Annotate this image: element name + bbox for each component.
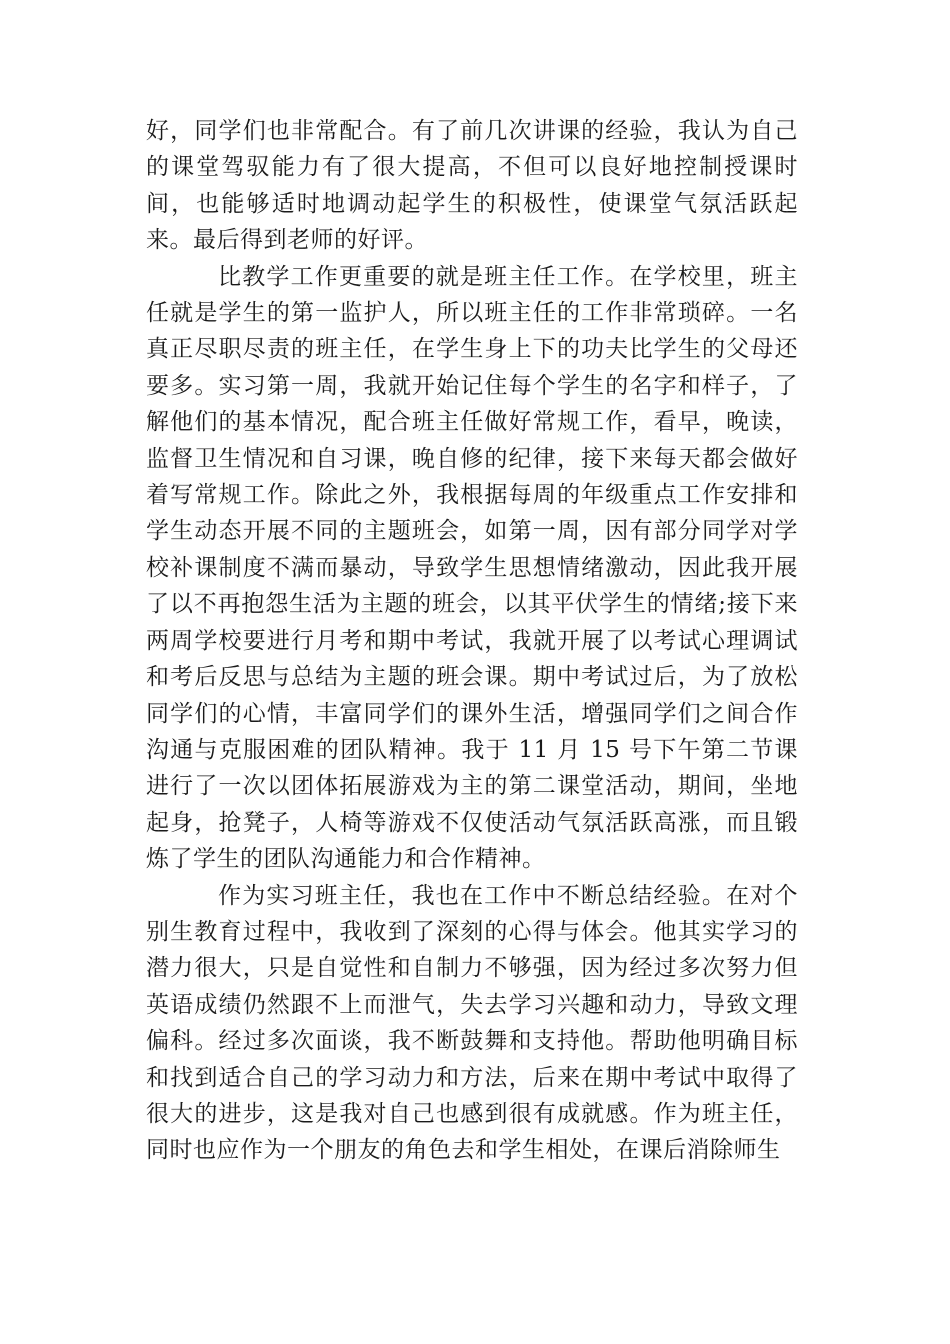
- document-body: [146, 113, 798, 1169]
- paragraph-teaching-continuation: 好，同学们也非常配合。有了前几次讲课的经验，我认为自己的课堂驾驭能力有了很大提高，不但可以良好地控制授课时间，也能够适时地调动起学生的积极性，使课堂气氛活跃起来。最后得到老师的好评。: [146, 118, 798, 254]
- paragraph-experience-summary: 作为实习班主任，我也在工作中不断总结经验。在对个别生教育过程中，我收到了深刻的心得与体会。他其实学习的潜力很大，只是自觉性和自制力不够强，因为经过多次努力但英语成绩仍然跟不上而泄气，失去学习兴趣和动力，导致文理偏科。经过多次面谈，我不断鼓舞和支持他。帮助他明确目标和找到适合自己的学习动力和方法，后来在期中考试中取得了很大的进步，这是我对自己也感到很有成就感。作为班主任，同时也应作为一个朋友的角色去和学生相处，在课后消除师生: [146, 882, 798, 1164]
- paragraph-head-teacher-work: 比教学工作更重要的就是班主任工作。在学校里，班主任就是学生的第一监护人，所以班主任的工作非常琐碎。一名真正尽职尽责的班主任，在学生身上下的功夫比学生的父母还要多。实习第一周，我就开始记住每个学生的名字和样子，了解他们的基本情况，配合班主任做好常规工作，看早，晚读，监督卫生情况和自习课，晚自修的纪律，接下来每天都会做好着写常规工作。除此之外，我根据每周的年级重点工作安排和学生动态开展不同的主题班会，如第一周，因有部分同学对学校补课制度不满而暴动，导致学生思想情绪激动，因此我开展了以不再抱怨生活为主题的班会，以其平伏学生的情绪;接下来两周学校要进行月考和期中考试，我就开展了以考试心理调试和考后反思与总结为主题的班会课。期中考试过后，为了放松同学们的心情，丰富同学们的课外生活，增强同学们之间合作沟通与克服困难的团队精神。我于 11 月 15 号下午第二节课进行了一次以团体拓展游戏为主的第二课堂活动，期间，坐地起身，抢凳子，人椅等游戏不仅使活动气氛活跃高涨，而且锻炼了学生的团队沟通能力和合作精神。: [146, 263, 798, 873]
